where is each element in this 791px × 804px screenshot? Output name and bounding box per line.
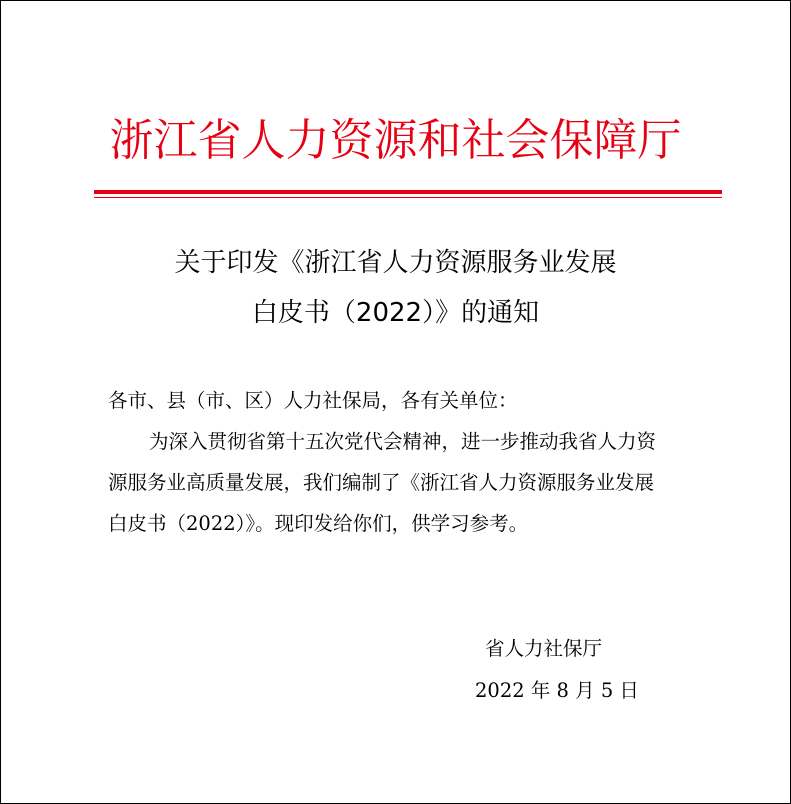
masthead-thin-rule	[94, 197, 722, 198]
document-title-line-2: 白皮书（2022）》的通知	[251, 298, 540, 328]
document-title-line-1: 关于印发《浙江省人力资源服务业发展	[174, 248, 617, 278]
body-line-3: 白皮书（2022）》。现印发给你们，供学习参考。	[108, 512, 529, 535]
body-line-1: 为深入贯彻省第十五次党代会精神，进一步推动我省人力资	[149, 430, 657, 453]
issuer-signature: 省人力社保厅	[485, 637, 603, 660]
body-line-2: 源服务业高质量发展，我们编制了《浙江省人力资源服务业发展	[108, 471, 655, 494]
issue-date: 2022 年 8 月 5 日	[475, 679, 639, 702]
masthead-thick-rule	[94, 190, 722, 194]
salutation: 各市、县（市、区）人力社保局，各有关单位：	[108, 389, 518, 412]
agency-masthead: 浙江省人力资源和社会保障厅	[109, 115, 682, 166]
